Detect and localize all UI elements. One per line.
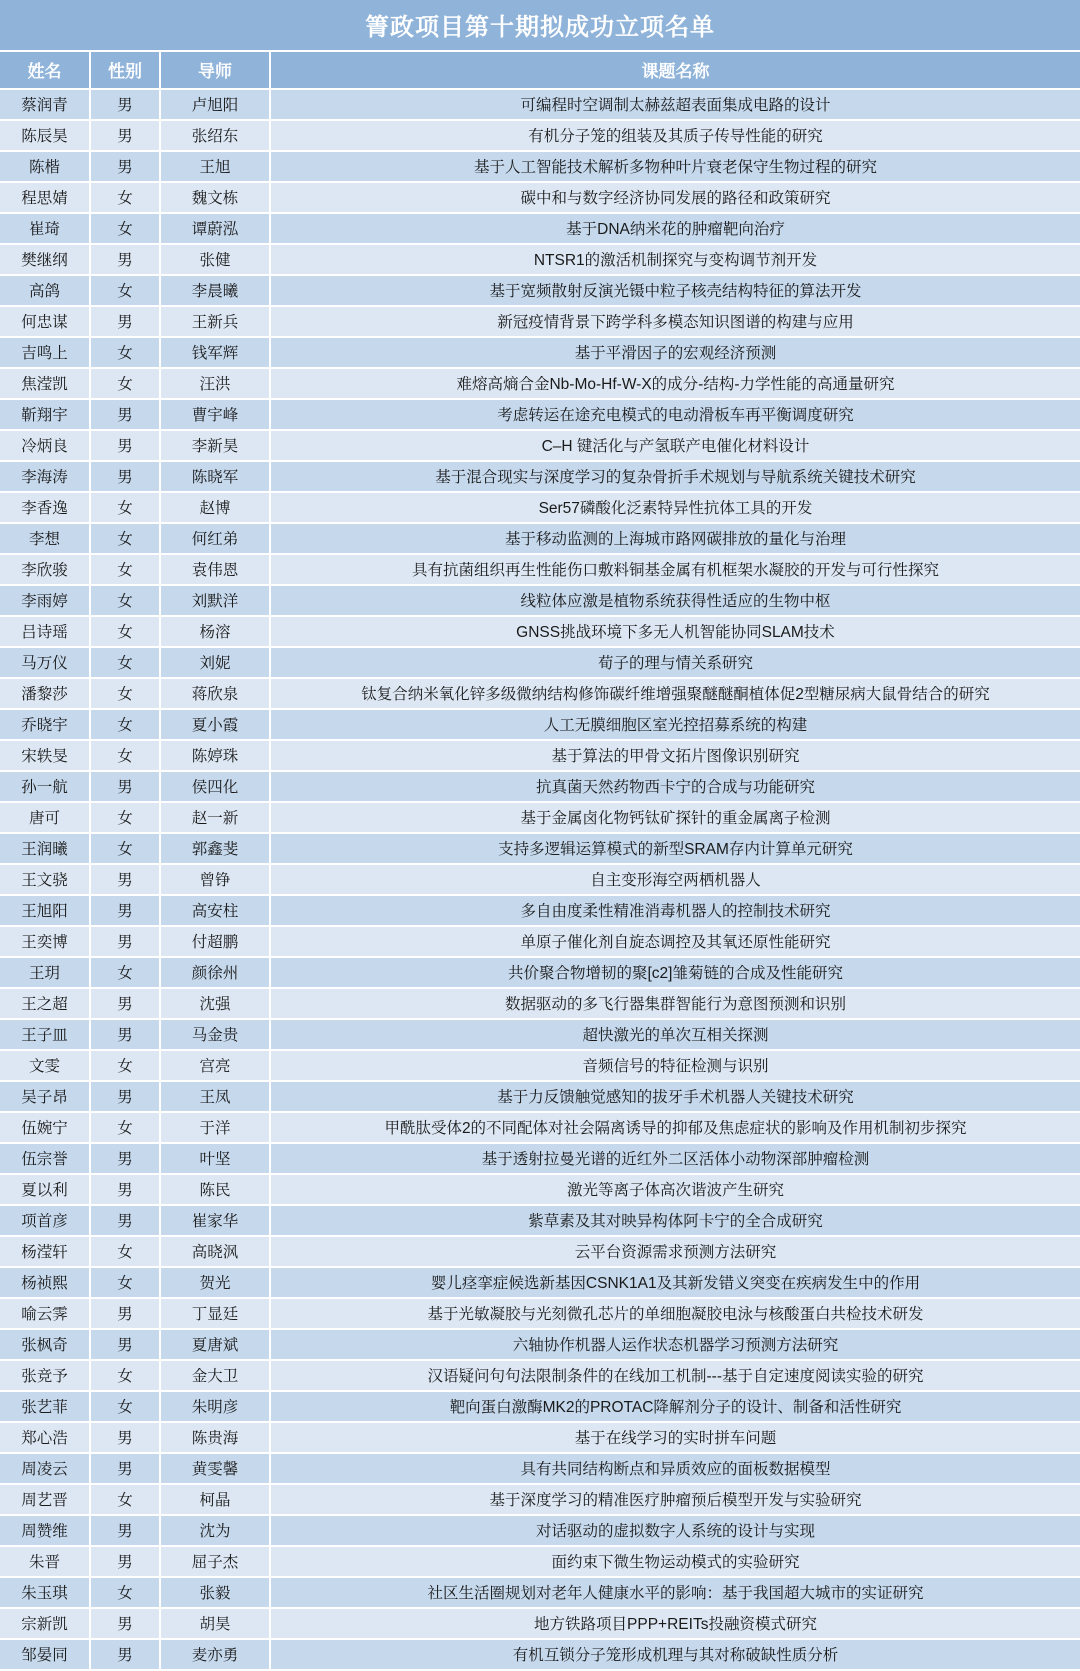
cell-advisor: 夏唐斌 [160, 1329, 270, 1360]
cell-topic: 超快激光的单次互相关探测 [270, 1019, 1080, 1050]
cell-topic: 钛复合纳米氧化锌多级微纳结构修饰碳纤维增强聚醚醚酮植体促2型糖尿病大鼠骨结合的研究 [270, 678, 1080, 709]
table-row [0, 151, 1080, 182]
cell-topic: 荀子的理与情关系研究 [270, 647, 1080, 678]
cell-gender: 女 [90, 213, 160, 244]
cell-advisor: 王新兵 [160, 306, 270, 337]
cell-topic: 紫草素及其对映异构体阿卡宁的全合成研究 [270, 1205, 1080, 1236]
cell-topic: 基于力反馈触觉感知的拔牙手术机器人关键技术研究 [270, 1081, 1080, 1112]
cell-gender: 女 [90, 368, 160, 399]
table-row [0, 988, 1080, 1019]
cell-gender: 男 [90, 1298, 160, 1329]
cell-gender: 男 [90, 399, 160, 430]
cell-advisor: 屈子杰 [160, 1546, 270, 1577]
cell-gender: 男 [90, 771, 160, 802]
cell-topic: 支持多逻辑运算模式的新型SRAM存内计算单元研究 [270, 833, 1080, 864]
table-row [0, 430, 1080, 461]
cell-name: 周赞维 [0, 1515, 90, 1546]
cell-advisor: 李晨曦 [160, 275, 270, 306]
cell-gender: 男 [90, 89, 160, 120]
cell-gender: 女 [90, 833, 160, 864]
cell-gender: 女 [90, 554, 160, 585]
cell-advisor: 杨溶 [160, 616, 270, 647]
cell-name: 杨祯熙 [0, 1267, 90, 1298]
cell-name: 马万仪 [0, 647, 90, 678]
cell-topic: 抗真菌天然药物西卡宁的合成与功能研究 [270, 771, 1080, 802]
table-row [0, 492, 1080, 523]
cell-gender: 男 [90, 1081, 160, 1112]
cell-advisor: 于洋 [160, 1112, 270, 1143]
cell-name: 樊继纲 [0, 244, 90, 275]
cell-topic: 可编程时空调制太赫兹超表面集成电路的设计 [270, 89, 1080, 120]
table-row [0, 399, 1080, 430]
cell-advisor: 郭鑫斐 [160, 833, 270, 864]
cell-advisor: 夏小霞 [160, 709, 270, 740]
cell-name: 宗新凯 [0, 1608, 90, 1639]
table-row [0, 1360, 1080, 1391]
table-row [0, 1577, 1080, 1608]
cell-advisor: 张毅 [160, 1577, 270, 1608]
cell-topic: 多自由度柔性精准消毒机器人的控制技术研究 [270, 895, 1080, 926]
cell-gender: 男 [90, 1546, 160, 1577]
cell-name: 朱玉琪 [0, 1577, 90, 1608]
cell-gender: 女 [90, 616, 160, 647]
cell-advisor: 李新昊 [160, 430, 270, 461]
table-row [0, 895, 1080, 926]
cell-name: 吕诗瑶 [0, 616, 90, 647]
table-row [0, 1112, 1080, 1143]
cell-gender: 女 [90, 1267, 160, 1298]
cell-topic: 基于平滑因子的宏观经济预测 [270, 337, 1080, 368]
cell-topic: 基于混合现实与深度学习的复杂骨折手术规划与导航系统关键技术研究 [270, 461, 1080, 492]
table-row [0, 1484, 1080, 1515]
table-row [0, 213, 1080, 244]
cell-advisor: 王凤 [160, 1081, 270, 1112]
cell-advisor: 朱明彦 [160, 1391, 270, 1422]
cell-name: 李雨婷 [0, 585, 90, 616]
cell-gender: 女 [90, 492, 160, 523]
table-row [0, 244, 1080, 275]
cell-topic: 基于算法的甲骨文拓片图像识别研究 [270, 740, 1080, 771]
cell-advisor: 陈晓军 [160, 461, 270, 492]
cell-advisor: 沈强 [160, 988, 270, 1019]
cell-name: 郑心浩 [0, 1422, 90, 1453]
cell-gender: 女 [90, 709, 160, 740]
cell-name: 朱晋 [0, 1546, 90, 1577]
cell-name: 李海涛 [0, 461, 90, 492]
cell-name: 蔡润青 [0, 89, 90, 120]
cell-advisor: 汪洪 [160, 368, 270, 399]
cell-gender: 男 [90, 1019, 160, 1050]
cell-gender: 女 [90, 740, 160, 771]
cell-gender: 男 [90, 1422, 160, 1453]
cell-topic: 基于金属卤化物钙钛矿探针的重金属离子检测 [270, 802, 1080, 833]
table-row [0, 1546, 1080, 1577]
cell-advisor: 张绍东 [160, 120, 270, 151]
cell-advisor: 贺光 [160, 1267, 270, 1298]
cell-advisor: 金大卫 [160, 1360, 270, 1391]
table-row [0, 802, 1080, 833]
table-row [0, 1205, 1080, 1236]
cell-name: 李想 [0, 523, 90, 554]
table-row [0, 523, 1080, 554]
cell-name: 王润曦 [0, 833, 90, 864]
table-row [0, 275, 1080, 306]
cell-advisor: 陈民 [160, 1174, 270, 1205]
cell-gender: 女 [90, 523, 160, 554]
cell-name: 王子皿 [0, 1019, 90, 1050]
cell-name: 乔晓宇 [0, 709, 90, 740]
table-row [0, 306, 1080, 337]
cell-name: 喻云霁 [0, 1298, 90, 1329]
table-row [0, 89, 1080, 120]
cell-topic: C–H 键活化与产氢联产电催化材料设计 [270, 430, 1080, 461]
cell-topic: 共价聚合物增韧的聚[c2]雏菊链的合成及性能研究 [270, 957, 1080, 988]
cell-name: 王文骁 [0, 864, 90, 895]
cell-advisor: 谭蔚泓 [160, 213, 270, 244]
cell-gender: 男 [90, 895, 160, 926]
cell-gender: 男 [90, 1205, 160, 1236]
cell-name: 周艺晋 [0, 1484, 90, 1515]
table-row [0, 120, 1080, 151]
cell-topic: 基于透射拉曼光谱的近红外二区活体小动物深部肿瘤检测 [270, 1143, 1080, 1174]
column-header-advisor: 导师 [160, 52, 270, 89]
cell-gender: 女 [90, 1391, 160, 1422]
cell-name: 夏以利 [0, 1174, 90, 1205]
table-row [0, 1143, 1080, 1174]
cell-name: 邹晏同 [0, 1639, 90, 1670]
cell-advisor: 蒋欣泉 [160, 678, 270, 709]
cell-gender: 男 [90, 120, 160, 151]
cell-topic: 汉语疑问句句法限制条件的在线加工机制---基于自定速度阅读实验的研究 [270, 1360, 1080, 1391]
table-row [0, 926, 1080, 957]
cell-advisor: 柯晶 [160, 1484, 270, 1515]
table-row [0, 833, 1080, 864]
cell-name: 项首彦 [0, 1205, 90, 1236]
cell-topic: 地方铁路项目PPP+REITs投融资模式研究 [270, 1608, 1080, 1639]
table-row [0, 1391, 1080, 1422]
cell-name: 王玥 [0, 957, 90, 988]
table-row [0, 1081, 1080, 1112]
cell-topic: 单原子催化剂自旋态调控及其氧还原性能研究 [270, 926, 1080, 957]
table-row [0, 461, 1080, 492]
cell-gender: 女 [90, 275, 160, 306]
cell-gender: 女 [90, 585, 160, 616]
cell-advisor: 胡昊 [160, 1608, 270, 1639]
cell-topic: 有机分子笼的组装及其质子传导性能的研究 [270, 120, 1080, 151]
cell-advisor: 刘妮 [160, 647, 270, 678]
cell-advisor: 钱军辉 [160, 337, 270, 368]
cell-gender: 女 [90, 957, 160, 988]
cell-gender: 男 [90, 430, 160, 461]
cell-advisor: 高晓沨 [160, 1236, 270, 1267]
table-row [0, 1298, 1080, 1329]
column-header-name: 姓名 [0, 52, 90, 89]
cell-gender: 男 [90, 988, 160, 1019]
table-row [0, 740, 1080, 771]
cell-name: 崔琦 [0, 213, 90, 244]
cell-gender: 男 [90, 1143, 160, 1174]
cell-name: 杨滢轩 [0, 1236, 90, 1267]
table-header-row [0, 52, 1080, 89]
cell-name: 程思婧 [0, 182, 90, 213]
cell-topic: 云平台资源需求预测方法研究 [270, 1236, 1080, 1267]
cell-gender: 男 [90, 151, 160, 182]
cell-name: 王之超 [0, 988, 90, 1019]
cell-gender: 女 [90, 1577, 160, 1608]
cell-topic: 靶向蛋白激酶MK2的PROTAC降解剂分子的设计、制备和活性研究 [270, 1391, 1080, 1422]
cell-advisor: 魏文栋 [160, 182, 270, 213]
cell-gender: 男 [90, 864, 160, 895]
cell-topic: 音频信号的特征检测与识别 [270, 1050, 1080, 1081]
cell-gender: 女 [90, 678, 160, 709]
cell-gender: 男 [90, 1515, 160, 1546]
table-row [0, 337, 1080, 368]
cell-gender: 女 [90, 1236, 160, 1267]
cell-topic: 基于人工智能技术解析多物种叶片衰老保守生物过程的研究 [270, 151, 1080, 182]
cell-topic: 面约束下微生物运动模式的实验研究 [270, 1546, 1080, 1577]
cell-name: 陈楷 [0, 151, 90, 182]
table-row [0, 957, 1080, 988]
cell-advisor: 何红弟 [160, 523, 270, 554]
cell-advisor: 马金贵 [160, 1019, 270, 1050]
cell-topic: 人工无膜细胞区室光控招募系统的构建 [270, 709, 1080, 740]
cell-gender: 男 [90, 244, 160, 275]
table-row [0, 1639, 1080, 1670]
cell-name: 何忠谋 [0, 306, 90, 337]
cell-name: 陈辰昊 [0, 120, 90, 151]
cell-topic: 基于宽频散射反演光镊中粒子核壳结构特征的算法开发 [270, 275, 1080, 306]
cell-topic: 甲酰肽受体2的不同配体对社会隔离诱导的抑郁及焦虑症状的影响及作用机制初步探究 [270, 1112, 1080, 1143]
cell-topic: Ser57磷酸化泛素特异性抗体工具的开发 [270, 492, 1080, 523]
cell-gender: 男 [90, 1608, 160, 1639]
table-row [0, 1174, 1080, 1205]
cell-advisor: 赵博 [160, 492, 270, 523]
cell-advisor: 高安柱 [160, 895, 270, 926]
cell-name: 李香逸 [0, 492, 90, 523]
cell-name: 张枫奇 [0, 1329, 90, 1360]
cell-name: 伍宗誉 [0, 1143, 90, 1174]
cell-topic: 基于光敏凝胶与光刻微孔芯片的单细胞凝胶电泳与核酸蛋白共检技术研发 [270, 1298, 1080, 1329]
cell-advisor: 宫亮 [160, 1050, 270, 1081]
cell-advisor: 陈婷珠 [160, 740, 270, 771]
cell-topic: 激光等离子体高次谐波产生研究 [270, 1174, 1080, 1205]
cell-topic: 碳中和与数字经济协同发展的路径和政策研究 [270, 182, 1080, 213]
cell-name: 张艺菲 [0, 1391, 90, 1422]
cell-topic: GNSS挑战环境下多无人机智能协同SLAM技术 [270, 616, 1080, 647]
cell-topic: 线粒体应激是植物系统获得性适应的生物中枢 [270, 585, 1080, 616]
cell-topic: 基于移动监测的上海城市路网碳排放的量化与治理 [270, 523, 1080, 554]
cell-topic: 自主变形海空两栖机器人 [270, 864, 1080, 895]
cell-topic: 考虑转运在途充电模式的电动滑板车再平衡调度研究 [270, 399, 1080, 430]
cell-topic: 基于在线学习的实时拼车问题 [270, 1422, 1080, 1453]
cell-advisor: 陈贵海 [160, 1422, 270, 1453]
cell-name: 高鸽 [0, 275, 90, 306]
cell-topic: 新冠疫情背景下跨学科多模态知识图谱的构建与应用 [270, 306, 1080, 337]
cell-name: 吉鸣上 [0, 337, 90, 368]
cell-gender: 女 [90, 1050, 160, 1081]
cell-gender: 男 [90, 461, 160, 492]
cell-advisor: 刘默洋 [160, 585, 270, 616]
cell-advisor: 曾铮 [160, 864, 270, 895]
cell-gender: 男 [90, 1639, 160, 1670]
cell-advisor: 崔家华 [160, 1205, 270, 1236]
cell-name: 王奕博 [0, 926, 90, 957]
table-row [0, 1267, 1080, 1298]
cell-advisor: 黄雯馨 [160, 1453, 270, 1484]
table-row [0, 1422, 1080, 1453]
cell-advisor: 张健 [160, 244, 270, 275]
table-row [0, 864, 1080, 895]
cell-advisor: 沈为 [160, 1515, 270, 1546]
cell-advisor: 卢旭阳 [160, 89, 270, 120]
cell-name: 文雯 [0, 1050, 90, 1081]
table-row [0, 1236, 1080, 1267]
table-row [0, 1453, 1080, 1484]
table-row [0, 368, 1080, 399]
cell-gender: 女 [90, 647, 160, 678]
cell-topic: 六轴协作机器人运作状态机器学习预测方法研究 [270, 1329, 1080, 1360]
cell-advisor: 颜徐州 [160, 957, 270, 988]
cell-advisor: 侯四化 [160, 771, 270, 802]
cell-advisor: 曹宇峰 [160, 399, 270, 430]
cell-name: 李欣骏 [0, 554, 90, 585]
cell-topic: 数据驱动的多飞行器集群智能行为意图预测和识别 [270, 988, 1080, 1019]
cell-topic: 具有共同结构断点和异质效应的面板数据模型 [270, 1453, 1080, 1484]
table-row [0, 616, 1080, 647]
table-row [0, 647, 1080, 678]
cell-topic: NTSR1的激活机制探究与变构调节剂开发 [270, 244, 1080, 275]
cell-name: 伍婉宁 [0, 1112, 90, 1143]
cell-gender: 女 [90, 802, 160, 833]
column-header-gender: 性别 [90, 52, 160, 89]
table-row [0, 709, 1080, 740]
cell-advisor: 袁伟恩 [160, 554, 270, 585]
table-row [0, 771, 1080, 802]
table-row [0, 1608, 1080, 1639]
cell-topic: 基于深度学习的精准医疗肿瘤预后模型开发与实验研究 [270, 1484, 1080, 1515]
cell-name: 孙一航 [0, 771, 90, 802]
table-row [0, 678, 1080, 709]
cell-gender: 男 [90, 926, 160, 957]
cell-advisor: 王旭 [160, 151, 270, 182]
cell-advisor: 丁显廷 [160, 1298, 270, 1329]
cell-topic: 难熔高熵合金Nb-Mo-Hf-W-X的成分-结构-力学性能的高通量研究 [270, 368, 1080, 399]
table-row [0, 1019, 1080, 1050]
cell-name: 周凌云 [0, 1453, 90, 1484]
cell-topic: 有机互锁分子笼形成机理与其对称破缺性质分析 [270, 1639, 1080, 1670]
table-row [0, 554, 1080, 585]
cell-gender: 男 [90, 306, 160, 337]
roster-body [0, 89, 1080, 1670]
cell-gender: 女 [90, 1360, 160, 1391]
cell-gender: 男 [90, 1329, 160, 1360]
page-title: 箐政项目第十期拟成功立项名单 [0, 0, 1080, 52]
cell-name: 张竞予 [0, 1360, 90, 1391]
roster-table [0, 52, 1080, 1671]
cell-gender: 女 [90, 1484, 160, 1515]
cell-gender: 男 [90, 1453, 160, 1484]
cell-name: 唐可 [0, 802, 90, 833]
column-header-topic: 课题名称 [270, 52, 1080, 89]
cell-name: 焦滢凯 [0, 368, 90, 399]
cell-name: 靳翔宇 [0, 399, 90, 430]
table-row [0, 182, 1080, 213]
cell-name: 宋轶旻 [0, 740, 90, 771]
cell-gender: 女 [90, 1112, 160, 1143]
cell-gender: 女 [90, 182, 160, 213]
cell-name: 王旭阳 [0, 895, 90, 926]
cell-advisor: 赵一新 [160, 802, 270, 833]
cell-topic: 对话驱动的虚拟数字人系统的设计与实现 [270, 1515, 1080, 1546]
cell-topic: 社区生活圈规划对老年人健康水平的影响：基于我国超大城市的实证研究 [270, 1577, 1080, 1608]
table-row [0, 585, 1080, 616]
cell-gender: 女 [90, 337, 160, 368]
cell-topic: 婴儿痉挛症候选新基因CSNK1A1及其新发错义突变在疾病发生中的作用 [270, 1267, 1080, 1298]
cell-name: 冷炳良 [0, 430, 90, 461]
cell-advisor: 叶坚 [160, 1143, 270, 1174]
cell-name: 潘黎莎 [0, 678, 90, 709]
table-row [0, 1050, 1080, 1081]
cell-topic: 基于DNA纳米花的肿瘤靶向治疗 [270, 213, 1080, 244]
cell-name: 吴子昂 [0, 1081, 90, 1112]
table-row [0, 1515, 1080, 1546]
table-row [0, 1329, 1080, 1360]
cell-advisor: 麦亦勇 [160, 1639, 270, 1670]
cell-gender: 男 [90, 1174, 160, 1205]
cell-advisor: 付超鹏 [160, 926, 270, 957]
cell-topic: 具有抗菌组织再生性能伤口敷料铜基金属有机框架水凝胶的开发与可行性探究 [270, 554, 1080, 585]
